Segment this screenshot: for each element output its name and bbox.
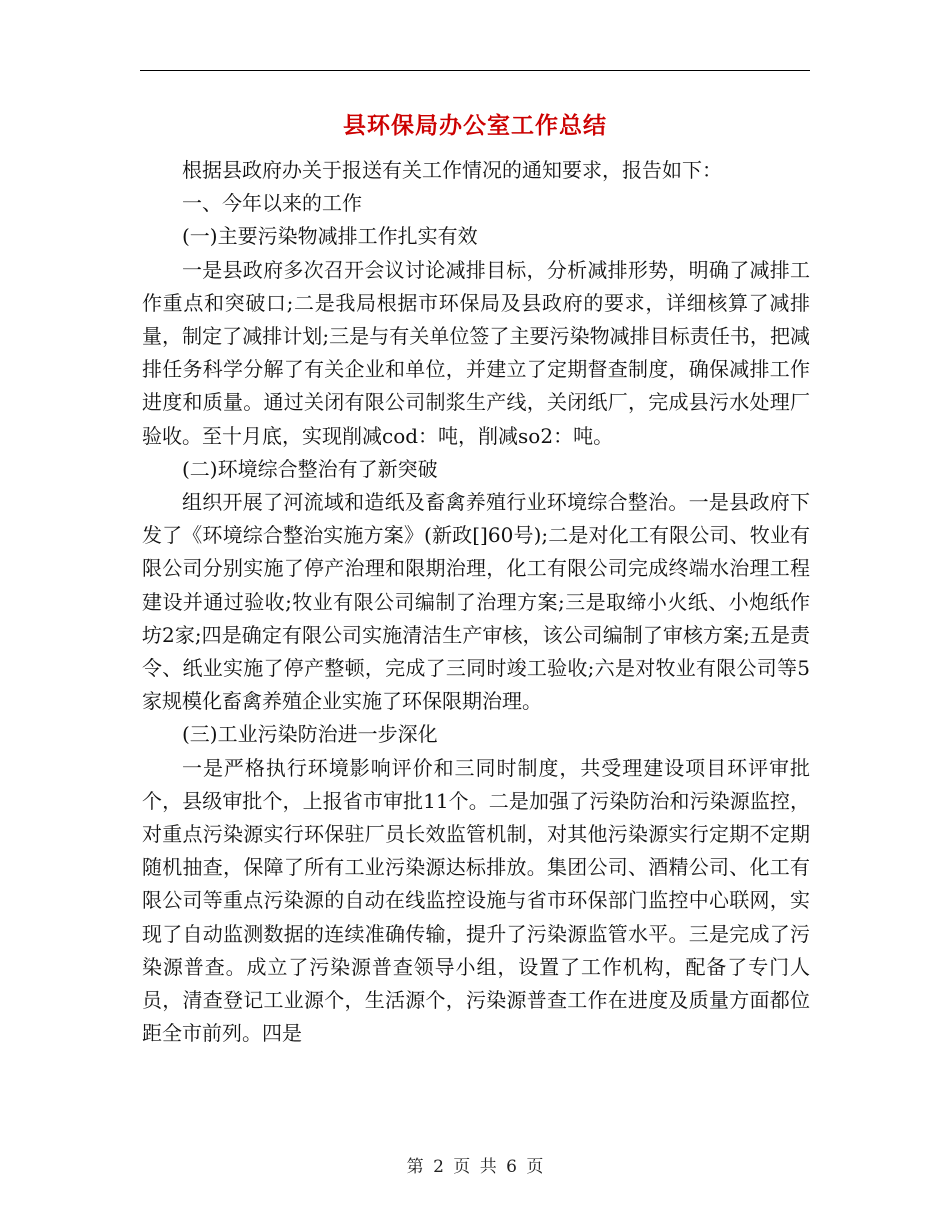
header-rule xyxy=(140,70,810,71)
paragraph-environment-rectification: 组织开展了河流域和造纸及畜禽养殖行业环境综合整治。一是县政府下发了《环境综合整治实施方案》(新政[]60号);二是对化工有限公司、牧业有限公司分别实施了停产治理和限期治理，化工有限公司完成终端水治理工程建设并通过验收;牧业有限公司编制了治理方案;三是取缔小火纸、小炮纸作坊2家;四是确定有限公司实施清洁生产审核，该公司编制了审核方案;五是责令、纸业实施了停产整顿，完成了三同时竣工验收;六是对牧业有限公司等5家规模化畜禽养殖企业实施了环保限期治理。 xyxy=(142,490,810,714)
heading-subsection-3: (三)工业污染防治进一步深化 xyxy=(182,722,438,747)
heading-subsection-2: (二)环境综合整治有了新突破 xyxy=(182,456,438,481)
heading-section-1: 一、今年以来的工作 xyxy=(182,191,362,216)
paragraph-industrial-pollution: 一是严格执行环境影响评价和三同时制度，共受理建设项目环评审批个，县级审批个，上报省市审批11个。二是加强了污染防治和污染源监控，对重点污染源实行环保驻厂员长效监管机制，对其他污染源实行定期不定期随机抽查，保障了所有工业污染源达标排放。集团公司、酒精公司、化工有限公司等重点污染源的自动在线监控设施与省市环保部门监控中心联网，实现了自动监测数据的连续准确传输，提升了污染源监管水平。三是完成了污染源普查。成立了污染源普查领导小组，设置了工作机构，配备了专门人员，清查登记工业源个，生活源个，污染源普查工作在进度及质量方面都位距全市前列。四是 xyxy=(142,755,810,1046)
paragraph-emission-reduction: 一是县政府多次召开会议讨论减排目标，分析减排形势，明确了减排工作重点和突破口;二是我局根据市环保局及县政府的要求，详细核算了减排量，制定了减排计划;三是与有关单位签了主要污染物减排目标责任书，把减排任务科学分解了有关企业和单位，并建立了定期督查制度，确保减排工作进度和质量。通过关闭有限公司制浆生产线，关闭纸厂，完成县污水处理厂验收。至十月底，实现削减cod：吨，削减so2：吨。 xyxy=(142,257,810,448)
document-title: 县环保局办公室工作总结 xyxy=(343,112,607,139)
page-number: 第 2 页 共 6 页 xyxy=(406,1157,544,1177)
document-body xyxy=(142,154,810,1050)
paragraph-intro: 根据县政府办关于报送有关工作情况的通知要求，报告如下： xyxy=(182,158,722,182)
heading-subsection-1: (一)主要污染物减排工作扎实有效 xyxy=(182,224,478,249)
